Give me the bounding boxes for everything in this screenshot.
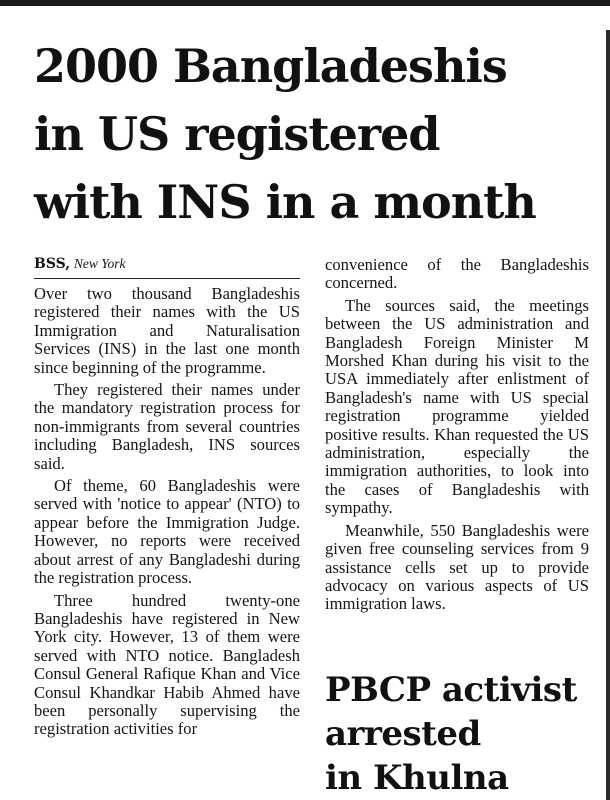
article-paragraph: Three hundred twenty-one Bangladeshis have registered in New York city. However, 13 of them were served with NTO notice. Bangladesh Consul General Rafique Khan and Vice Consul Khandkar Habib Ahmed have been personally supervising the registration activities for [34,590,300,739]
byline [34,254,300,279]
headline-line-3: with INS in a month [34,175,536,229]
byline-place: New York [73,256,126,271]
column-rule [606,30,610,800]
next-story-line-1: PBCP activist [325,670,577,710]
article-column-right [325,256,589,618]
headline [34,32,594,236]
headline-line-1: 2000 Bangladeshis [34,39,507,93]
article-column-left [34,254,300,743]
article-paragraph: Of theme, 60 Bangladeshis were served with 'notice to appear' (NTO) to appear before the Immigration Judge. However, no reports were received about arrest of any Bangladeshi during the registration process. [34,476,300,588]
top-rule [0,0,610,6]
next-story-line-2: arrested [325,714,481,754]
article-paragraph: They registered their names under the mandatory registration process for non-immigrants from several countries including Bangladesh, INS sources said. [34,380,300,473]
next-story-headline [325,668,595,800]
byline-agency: BSS, [34,256,71,272]
headline-line-2: in US registered [34,107,440,161]
article-paragraph: Over two thousand Bangladeshis registered their names with the US Immigration and Naturalisation Services (INS) in the last one month since beginning of the programme. [34,284,300,377]
article-paragraph: Meanwhile, 550 Bangladeshis were given free counseling services from 9 assistance cells set up to provide advocacy on various aspects of US immigration laws. [325,520,589,614]
article-paragraph: The sources said, the meetings between the US administration and Bangladesh Foreign Minister M Morshed Khan during his visit to the USA immediately after enlistment of Bangladesh's name with US special registration programme yielded positive results. Khan requested the US administration, especially the immigration authorities, to look into the cases of Bangladeshis with sympathy. [325,295,589,518]
article-paragraph: convenience of the Bangladeshis concerned. [325,255,589,293]
next-story-line-3: in Khulna [325,758,509,798]
